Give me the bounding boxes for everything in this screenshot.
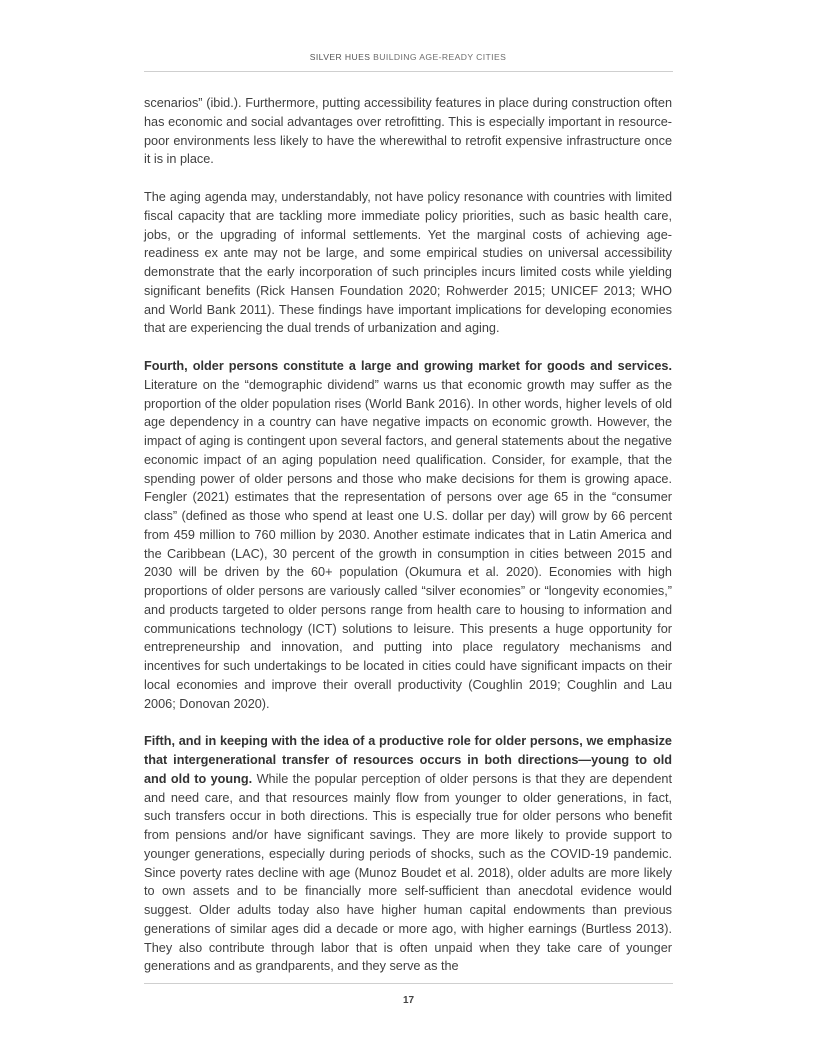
paragraph-1-text: scenarios” (ibid.). Furthermore, putting accessibility features in place during construction often has economic and social advantages over retrofitting. This is especially important in resource-poor environments less likely to have the wherewithal to retrofit expensive infrastructure once it is in place. xyxy=(144,96,672,167)
paragraph-4-text: While the popular perception of older persons is that they are dependent and need care, and that resources mainly flow from younger to older generations, in fact, such transfers occur in both directions. This is especially true for older persons who benefit from pensions and/or have significant savings. They are more likely to provide support to younger generations, especially during periods of shocks, such as the COVID-19 pandemic. Since poverty rates decline with age (Munoz Boudet et al. 2018), older adults are more likely to own assets and to be financially more self-sufficient than anecdotal evidence would suggest. Older adults today also have higher human capital endowments than previous generations of similar ages did a decade or more ago, with higher earnings (Burtless 2013). They also contribute through labor that is often unpaid when they take care of younger generations and as grandparents, and they serve as the xyxy=(144,771,672,974)
footer-divider xyxy=(144,983,673,984)
paragraph-4-lead: Fifth, and in keeping with the idea of a productive role for older persons, we emphasize that intergenerational transfer of resources occurs in both directions—young to old and old to young. xyxy=(144,734,672,786)
paragraph-3 xyxy=(144,357,672,713)
header-divider xyxy=(144,71,673,72)
page-number: 17 xyxy=(402,995,415,1006)
body-text xyxy=(144,94,672,995)
paragraph-3-text: Literature on the “demographic dividend” warns us that economic growth may suffer as the proportion of the older population rises (World Bank 2016). In other words, higher levels of old age dependency in a country can have negative impacts on economic growth. However, the impact of aging is contingent upon several factors, and general statements about the negative economic impact of an aging population need qualification. Consider, for example, that the spending power of older persons and those who make decisions for them is growing apace. Fengler (2021) estimates that the representation of persons over age 65 in the “consumer class” (defined as those who spend at least one U.S. dollar per day) will grow by 66 percent from 459 million to 760 million by 2030. Another estimate indicates that in Latin America and the Caribbean (LAC), 30 percent of the growth in consumption in cities between 2015 and 2030 will be driven by the 60+ population (Okumura et al. 2020). Economies with high proportions of older persons are variously called “silver economies” or “longevity economies,” and products targeted to older persons range from health care to housing to information and communications technology (ICT) solutions to leisure. This presents a huge opportunity for entrepreneurship and innovation, and putting into place regulatory mechanisms and incentives for such undertakings to be located in cities could have significant impacts on their local economies and improve their overall productivity (Coughlin 2019; Coughlin and Lau 2006; Donovan 2020). xyxy=(144,377,672,711)
paragraph-1 xyxy=(144,94,672,169)
running-header-series: SILVER HUES xyxy=(309,52,371,62)
running-header xyxy=(144,52,672,62)
paragraph-2-text: The aging agenda may, understandably, not have policy resonance with countries with limited fiscal capacity that are tackling more immediate policy priorities, such as basic health care, jobs, or the upgrading of informal settlements. Yet the marginal costs of achieving age-readiness ex ante may not be large, and some empirical studies on universal accessibility demonstrate that the early incorporation of such principles incurs limited costs while yielding significant benefits (Rick Hansen Foundation 2020; Rohwerder 2015; UNICEF 2013; WHO and World Bank 2011). These findings have important implications for developing economies that are experiencing the dual trends of urbanization and aging. xyxy=(144,190,672,336)
paragraph-4 xyxy=(144,732,672,976)
paragraph-2 xyxy=(144,188,672,338)
running-header-title: BUILDING AGE-READY CITIES xyxy=(373,52,507,62)
paragraph-3-lead: Fourth, older persons constitute a large and growing market for goods and services. xyxy=(144,359,672,373)
